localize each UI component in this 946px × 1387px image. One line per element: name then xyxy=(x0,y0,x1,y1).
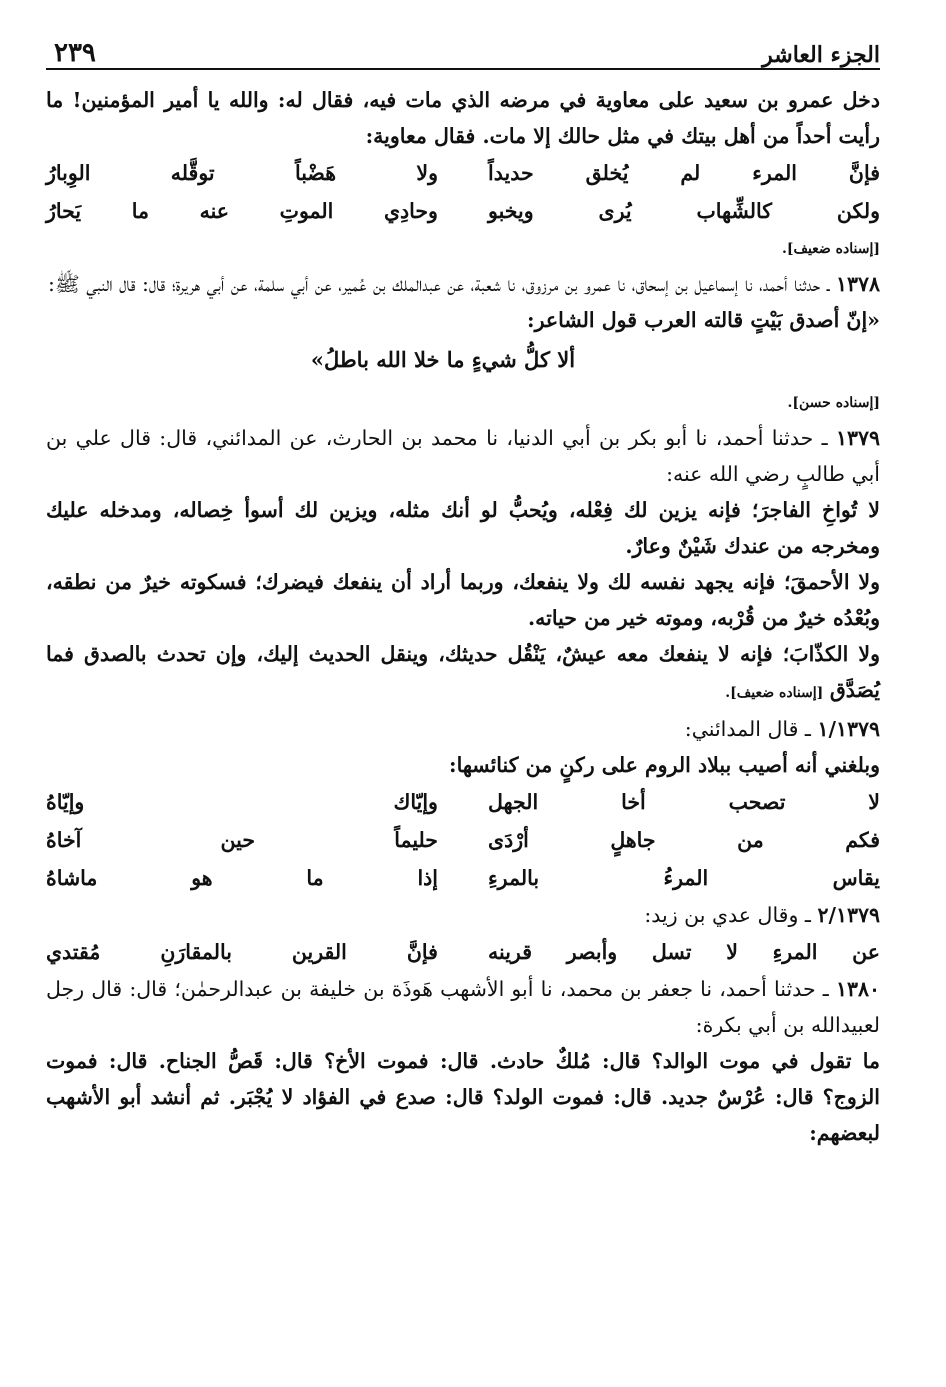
hadith-number: ١٣٨٠ xyxy=(835,977,880,1001)
verse-line xyxy=(46,154,880,192)
hadith-chain: ـ حدثنا أحمد، نا إسماعيل بن إسحاق، نا عمرو بن مرزوق، نا شعبة، عن عبدالملك بن عُمير، عن أبي سلمة، عن أبي هريرة؛ قال: قال النبي ﷺ: xyxy=(48,272,830,296)
hadith-1379-2 xyxy=(46,897,880,933)
inscription-intro: وبلغني أنه أصيب ببلاد الروم على ركنٍ من كنائسها: xyxy=(449,753,880,777)
hadith-1380 xyxy=(46,971,880,1043)
verse-line xyxy=(46,192,880,230)
hadith-number: ٢/١٣٧٩ xyxy=(817,903,880,927)
saying-paragraph-last xyxy=(46,636,880,711)
hadith-quote: «إنّ أصدق بَيْتٍ قالته العرب قول الشاعر: xyxy=(527,308,880,332)
verse-first-hemistich: ولكن كالشِّهاب يُرى ويخبو xyxy=(488,199,880,223)
paragraph-intro: دخل عمرو بن سعيد على معاوية في مرضه الذي مات فيه، فقال له: والله يا أمير المؤمنين! ما رأيت أحداً من أهل بيتك في مثل حالك إلا مات. فقال معاوية: xyxy=(46,88,880,148)
saying-paragraph: ولا الأحمقَ؛ فإنه يجهد نفسه لك ولا ينفعك، وربما أراد أن ينفعك فيضرك؛ فسكوته خيرٌ من نطقه، وبُعْدُه خيرٌ من قُرْبه، وموته خير من حياته. xyxy=(46,570,880,630)
hadith-1378 xyxy=(46,266,880,302)
verse-second-hemistich: فإنَّ القرين بالمقارَنِ مُقتدي xyxy=(46,940,438,964)
verse-line xyxy=(46,821,880,859)
page-number: ٢٣٩ xyxy=(54,38,96,68)
saying-paragraph: لا تُواخِ الفاجرَ؛ فإنه يزين لك فِعْله، ويُحبُّ لو أنك مثله، ويزين لك أسوأ خِصاله، ومدخله عليك ومخرجه من عندك شَيْنٌ وعارٌ. xyxy=(46,498,880,558)
verse-line xyxy=(46,783,880,821)
verse-second-hemistich: وحادِي الموتِ عنه ما يَحارُ xyxy=(46,199,438,223)
verse-second-hemistich: حليماً حين آخاهُ xyxy=(46,828,438,852)
hadith-chain: ـ وقال عدي بن زيد: xyxy=(644,903,811,927)
hadith-number: ١/١٣٧٩ xyxy=(817,717,880,741)
hadith-chain: ـ حدثنا أحمد، نا أبو بكر بن أبي الدنيا، نا محمد بن الحارث، عن المدائني، قال: قال علي بن أبي طالبٍ رضي الله عنه: xyxy=(46,426,880,486)
isnad-note: [إسناده ضعيف]. xyxy=(725,685,824,701)
verse-first-hemistich: يقاس المرءُ بالمرءِ xyxy=(488,866,880,890)
hadith-chain: ـ حدثنا أحمد، نا جعفر بن محمد، نا أبو الأشهب هَوذَة بن خليفة بن عبدالرحمٰن؛ قال: قال رجل لعبيدالله بن أبي بكرة: xyxy=(46,977,880,1037)
hadith-number: ١٣٧٨ xyxy=(835,272,880,296)
hadith-1379-1 xyxy=(46,711,880,747)
page-header xyxy=(46,28,880,70)
running-title: الجزء العاشر xyxy=(762,42,880,68)
verse-second-hemistich: وإيّاك وإيّاهُ xyxy=(46,790,438,814)
verse-first-hemistich: لا تصحب أخا الجهل xyxy=(488,790,880,814)
verse-line xyxy=(46,859,880,897)
hadith-chain: ـ قال المدائني: xyxy=(684,717,811,741)
verse-first-hemistich: عن المرءِ لا تسل وأبصر قرينه xyxy=(488,940,880,964)
verse-first-hemistich: فإنَّ المرء لم يُخلق حديداً xyxy=(488,161,880,185)
verse-first-hemistich: فكم من جاهلٍ أرْدَى xyxy=(488,828,880,852)
saying-paragraph: ما تقول في موت الوالد؟ قال: مُلكٌ حادث. قال: فموت الأخ؟ قال: قَصُّ الجناح. قال: فموت الزوج؟ قال: عُرْسٌ جديد. قال: فموت الولد؟ قال: صدع في الفؤاد لا يُجْبَر. ثم أنشد أبو الأشهب لبعضهم: xyxy=(46,1049,880,1145)
verse-second-hemistich: ولا هَضْباً توقَّله الوِبارُ xyxy=(46,161,438,185)
verse-line xyxy=(46,933,880,971)
hadith-1379 xyxy=(46,420,880,492)
isnad-note: [إسناده حسن]. xyxy=(787,395,880,411)
quoted-verse: ألا كلُّ شيءٍ ما خلا الله باطلُ» xyxy=(310,347,576,372)
verse-second-hemistich: إذا ما هو ماشاهُ xyxy=(46,866,438,890)
saying-text: ولا الكذّابَ؛ فإنه لا ينفعك معه عيشٌ، يَنْقُل حديثك، وينقل الحديث إليك، وإن تحدث بالصدق فما يُصَدَّق xyxy=(46,642,880,702)
isnad-note: [إسناده ضعيف]. xyxy=(781,241,880,257)
hadith-number: ١٣٧٩ xyxy=(835,426,880,450)
